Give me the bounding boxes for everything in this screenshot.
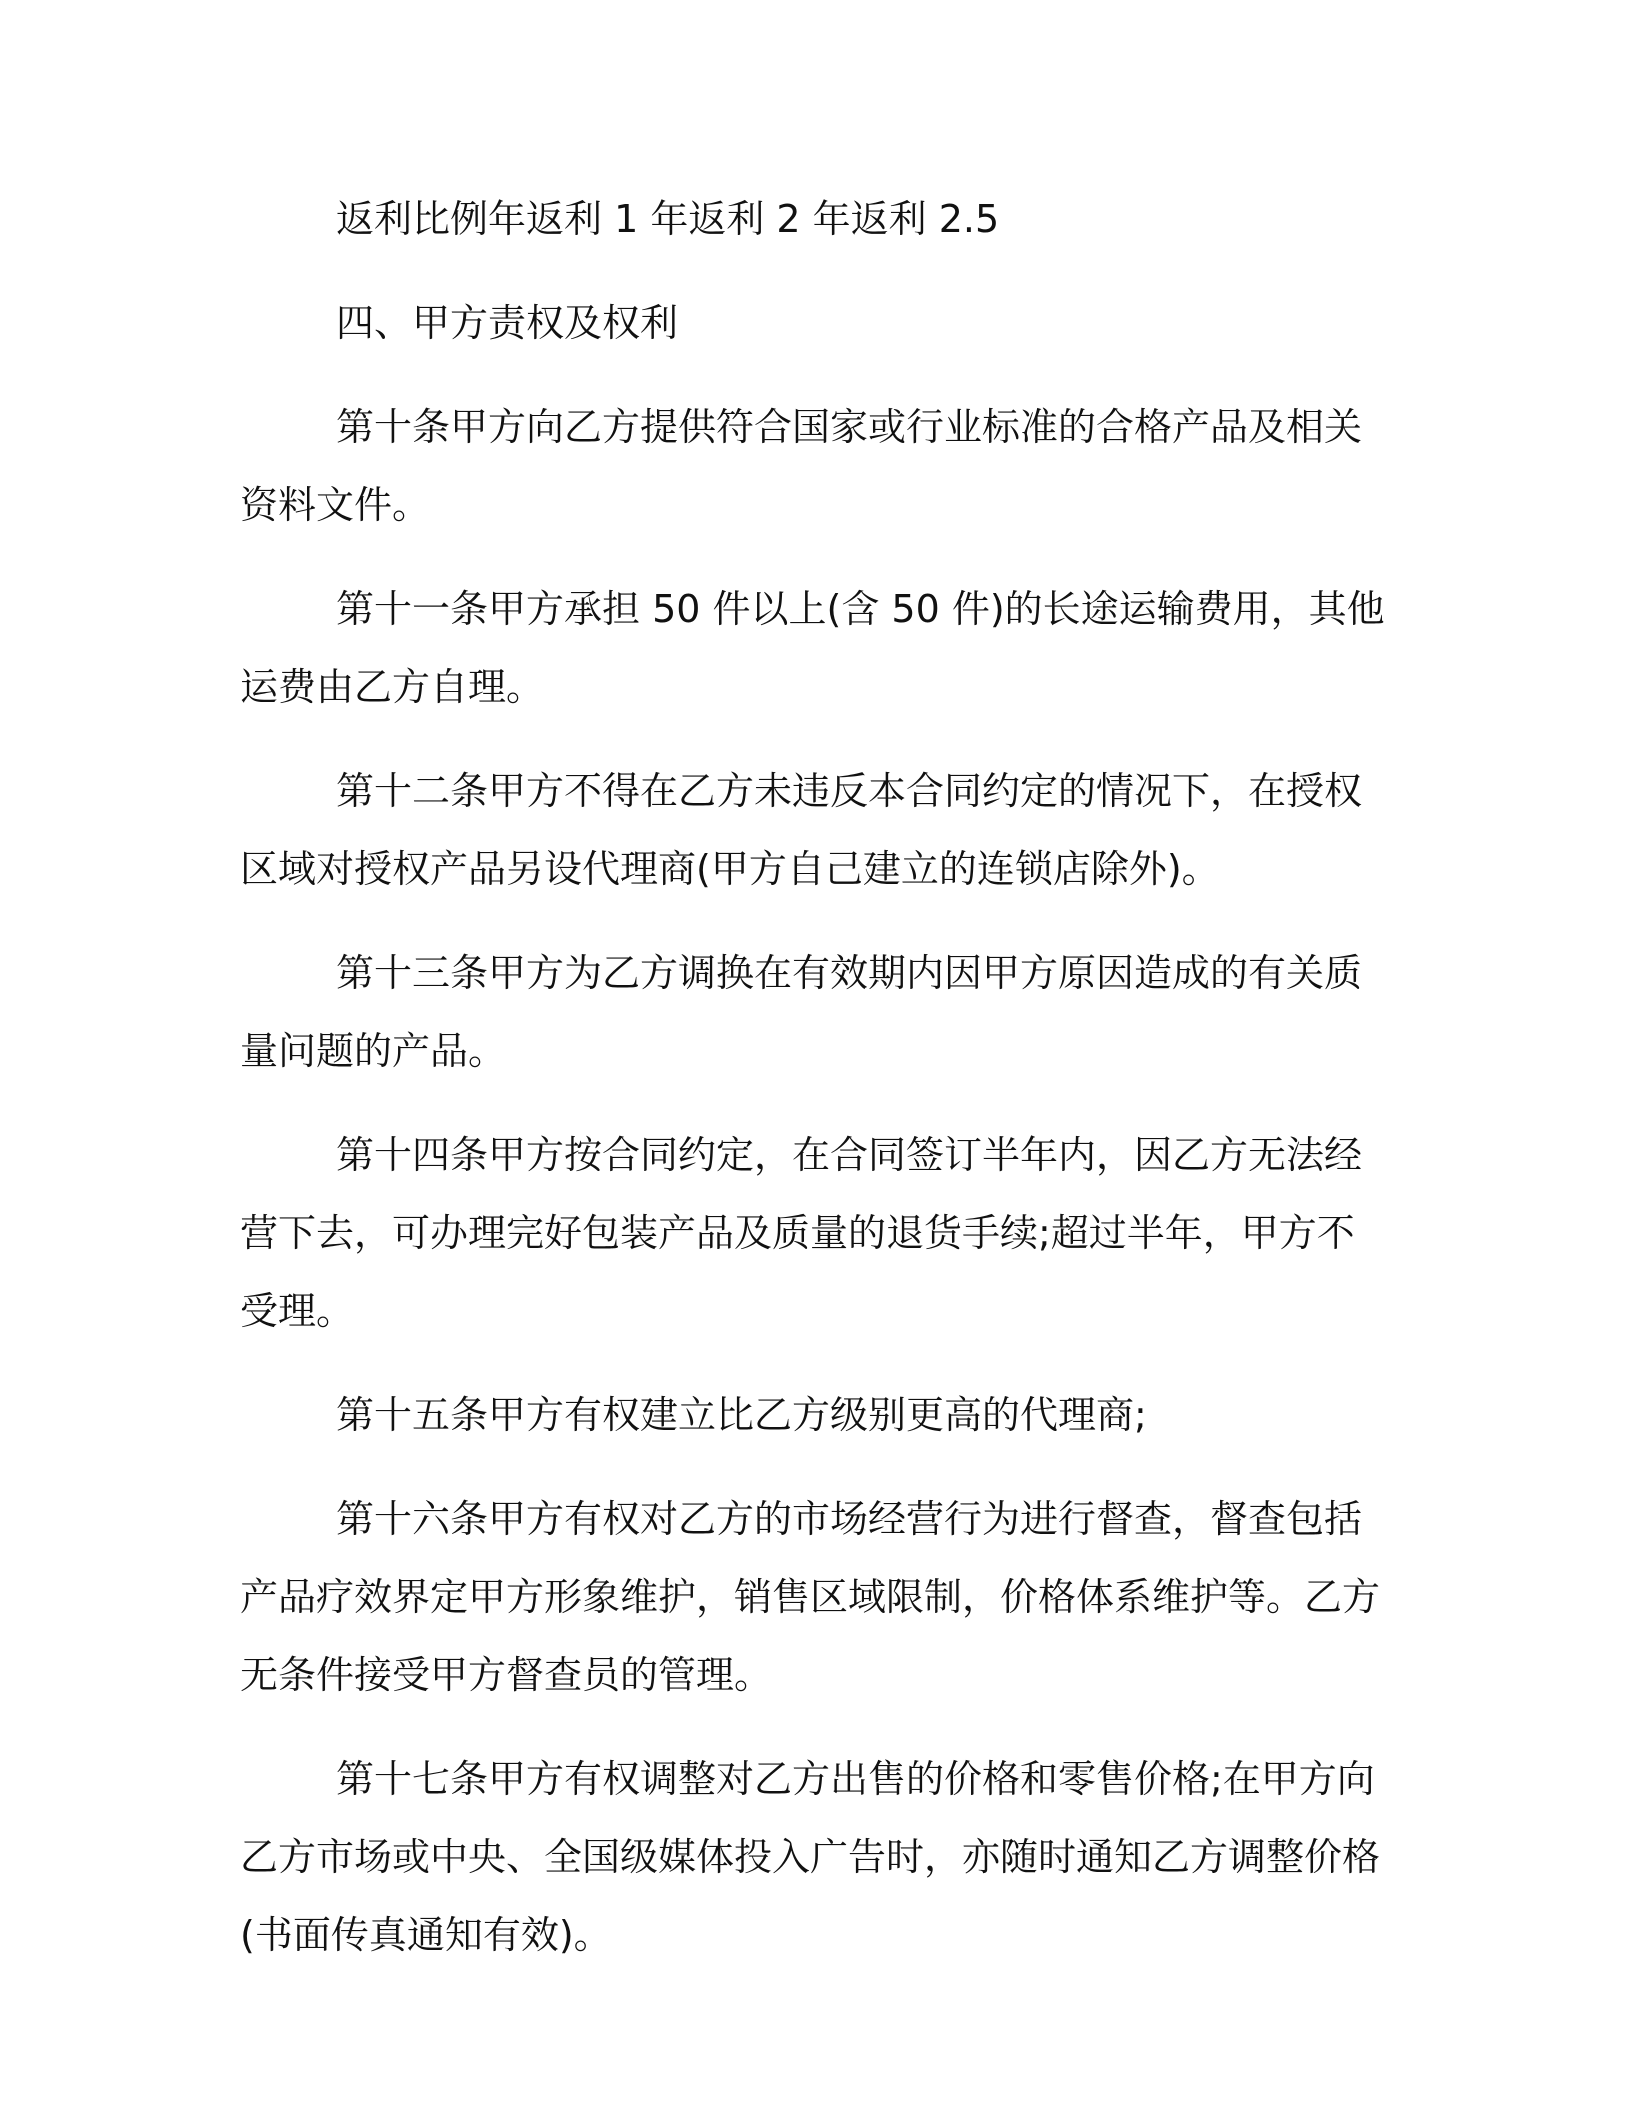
article-13: 第十三条甲方为乙方调换在有效期内因甲方原因造成的有关质量问题的产品。 [240, 951, 1363, 1073]
article-14: 第十四条甲方按合同约定，在合同签订半年内，因乙方无法经营下去，可办理完好包装产品及质量的退货手续;超过半年，甲方不受理。 [240, 1133, 1363, 1333]
article-17: 第十七条甲方有权调整对乙方出售的价格和零售价格;在甲方向乙方市场或中央、全国级媒体投入广告时，亦随时通知乙方调整价格(书面传真通知有效)。 [240, 1757, 1381, 1957]
document-body [240, 180, 1390, 2000]
article-16: 第十六条甲方有权对乙方的市场经营行为进行督查，督查包括产品疗效界定甲方形象维护，销售区域限制，价格体系维护等。乙方无条件接受甲方督查员的管理。 [240, 1497, 1381, 1697]
article-15: 第十五条甲方有权建立比乙方级别更高的代理商; [336, 1393, 1147, 1437]
article-12: 第十二条甲方不得在乙方未违反本合同约定的情况下，在授权区域对授权产品另设代理商(甲方自己建立的连锁店除外)。 [240, 769, 1363, 891]
article-11: 第十一条甲方承担 50 件以上(含 50 件)的长途运输费用，其他运费由乙方自理。 [240, 587, 1385, 709]
article-10: 第十条甲方向乙方提供符合国家或行业标准的合格产品及相关资料文件。 [240, 405, 1363, 527]
section-heading: 四、甲方责权及权利 [336, 301, 679, 345]
rebate-ratio-line: 返利比例年返利 1 年返利 2 年返利 2.5 [336, 197, 1000, 241]
